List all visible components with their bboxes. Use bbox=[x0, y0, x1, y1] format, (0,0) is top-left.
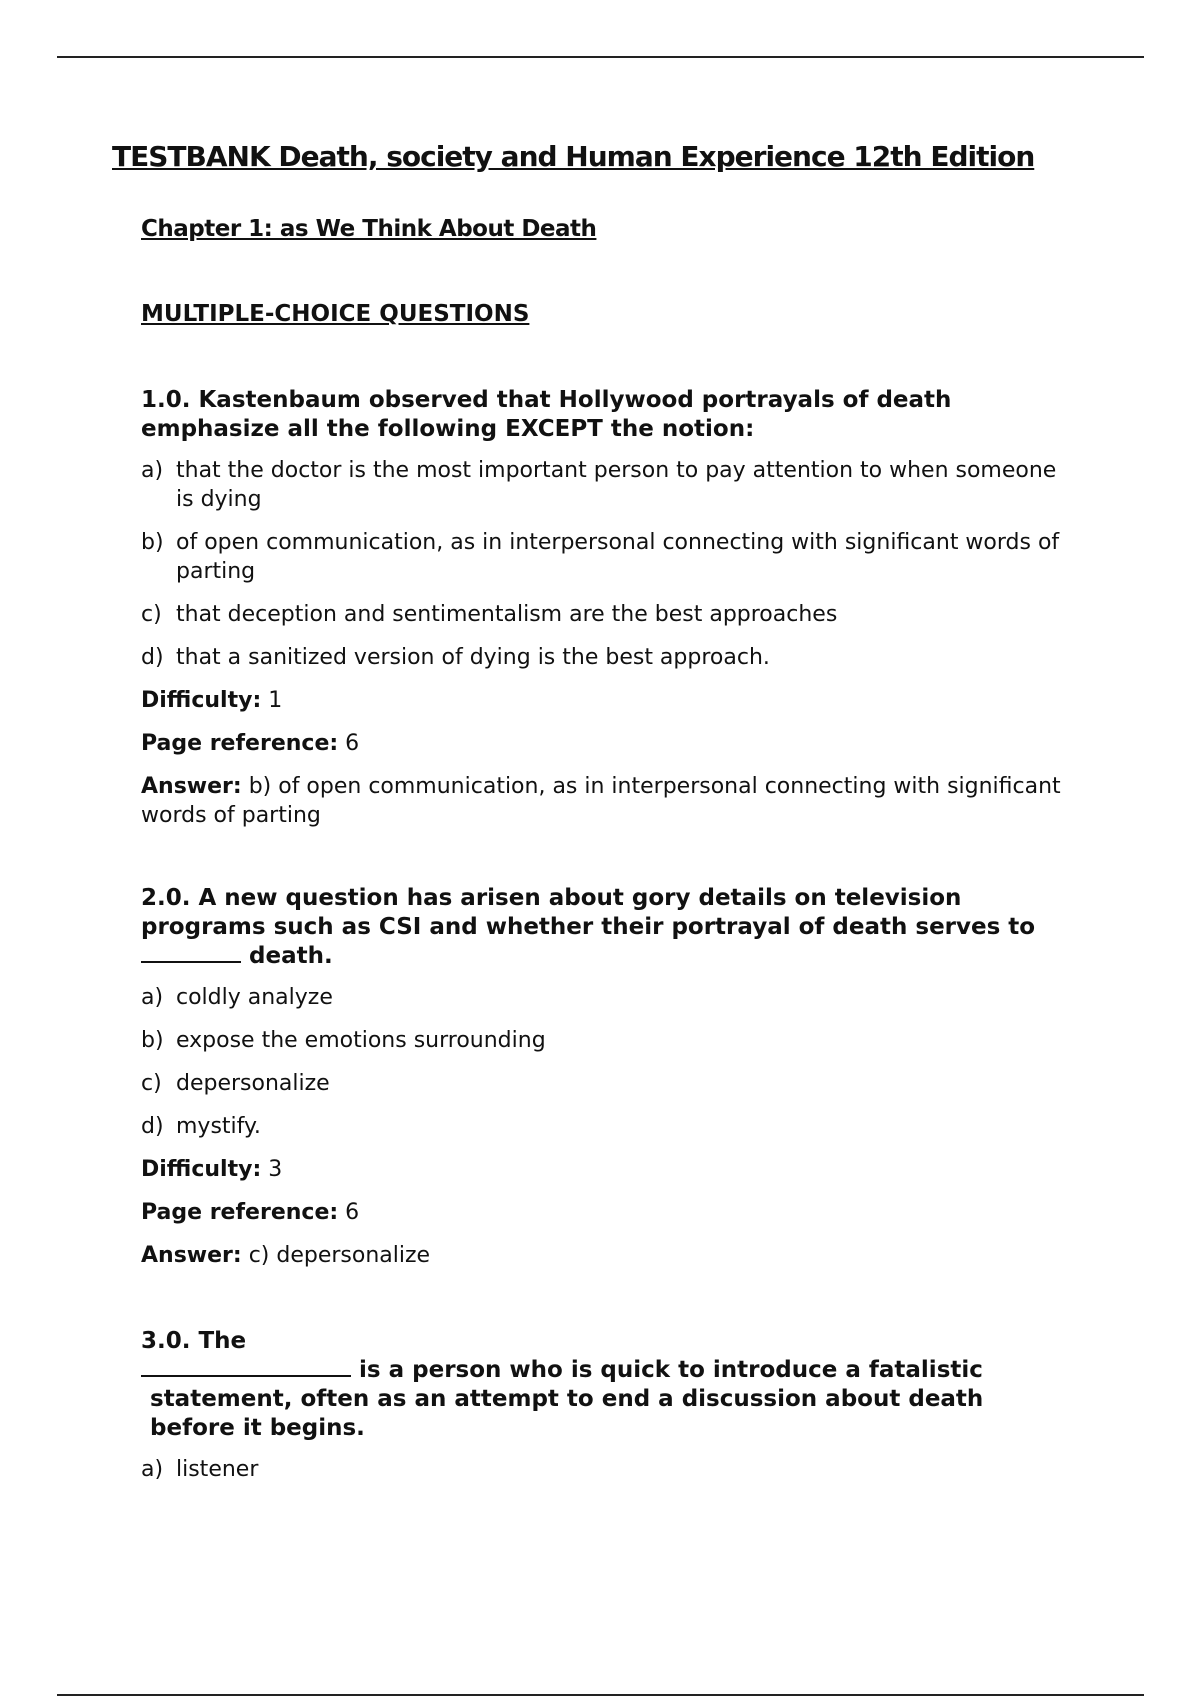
question-stem: 1.0. Kastenbaum observed that Hollywood portrayals of death emphasize all the following EXCEPT the notion: bbox=[141, 387, 952, 442]
option-letter: a) bbox=[141, 985, 164, 1010]
option-b bbox=[141, 1026, 1071, 1055]
section-heading: MULTIPLE-CHOICE QUESTIONS bbox=[141, 301, 530, 327]
option-letter: b) bbox=[141, 530, 164, 555]
answer-blank bbox=[141, 1357, 351, 1377]
option-d bbox=[141, 643, 1071, 672]
difficulty-value: 1 bbox=[268, 688, 283, 713]
question-stem bbox=[141, 884, 1071, 971]
option-letter: a) bbox=[141, 1457, 164, 1482]
option-text: expose the emotions surrounding bbox=[176, 1028, 546, 1053]
option-text: that a sanitized version of dying is the best approach. bbox=[176, 645, 770, 670]
option-c bbox=[141, 600, 1071, 629]
top-rule bbox=[57, 56, 1144, 58]
question-stem bbox=[141, 1327, 1071, 1443]
answer-blank bbox=[141, 943, 241, 963]
option-text: depersonalize bbox=[176, 1071, 330, 1096]
answer bbox=[141, 772, 1071, 830]
option-letter: d) bbox=[141, 1114, 164, 1139]
option-a bbox=[141, 1455, 1071, 1484]
option-letter: b) bbox=[141, 1028, 164, 1053]
question-stem-rest: statement, often as an attempt to end a discussion about death before it begins. bbox=[150, 1386, 984, 1441]
option-text: that deception and sentimentalism are the best approaches bbox=[176, 602, 838, 627]
question-stem-text: 2.0. A new question has arisen about gory details on television programs such as CSI and whether their portrayal of death serves to bbox=[141, 885, 1036, 940]
page-reference-value: 6 bbox=[345, 731, 360, 756]
page-reference-value: 6 bbox=[345, 1200, 360, 1225]
answer bbox=[141, 1241, 1071, 1270]
question-1 bbox=[141, 386, 1071, 844]
option-letter: c) bbox=[141, 602, 162, 627]
question-stem-text: is a person who is quick to introduce a fatalistic bbox=[359, 1357, 983, 1383]
difficulty-label: Difficulty: bbox=[141, 1157, 262, 1182]
option-a bbox=[141, 983, 1071, 1012]
question-stem-prefix: 3.0. The bbox=[141, 1328, 247, 1354]
option-text: of open communication, as in interpersonal connecting with significant words of parting bbox=[176, 530, 1060, 584]
document-title: TESTBANK Death, society and Human Experience 12th Edition bbox=[112, 140, 1035, 173]
page-reference-label: Page reference: bbox=[141, 1200, 339, 1225]
page-reference bbox=[141, 1198, 1071, 1227]
option-letter: d) bbox=[141, 645, 164, 670]
difficulty-label: Difficulty: bbox=[141, 688, 262, 713]
option-text: mystify. bbox=[176, 1114, 261, 1139]
difficulty bbox=[141, 686, 1071, 715]
option-a bbox=[141, 456, 1071, 514]
page-reference bbox=[141, 729, 1071, 758]
option-text: that the doctor is the most important person to pay attention to when someone is dying bbox=[176, 458, 1057, 512]
option-letter: c) bbox=[141, 1071, 162, 1096]
bottom-rule bbox=[57, 1694, 1144, 1696]
option-c bbox=[141, 1069, 1071, 1098]
option-d bbox=[141, 1112, 1071, 1141]
question-2 bbox=[141, 884, 1071, 1284]
option-letter: a) bbox=[141, 458, 164, 483]
difficulty bbox=[141, 1155, 1071, 1184]
option-b bbox=[141, 528, 1071, 586]
question-stem-end: death. bbox=[249, 943, 333, 969]
answer-label: Answer: bbox=[141, 1243, 242, 1268]
answer-label: Answer: bbox=[141, 774, 242, 799]
answer-value: c) depersonalize bbox=[248, 1243, 431, 1268]
page-reference-label: Page reference: bbox=[141, 731, 339, 756]
answer-value: b) of open communication, as in interpersonal connecting with significant words of parting bbox=[141, 774, 1061, 828]
option-text: listener bbox=[176, 1457, 259, 1482]
difficulty-value: 3 bbox=[268, 1157, 283, 1182]
chapter-heading: Chapter 1: as We Think About Death bbox=[141, 216, 597, 242]
option-text: coldly analyze bbox=[176, 985, 333, 1010]
question-3 bbox=[141, 1327, 1071, 1498]
